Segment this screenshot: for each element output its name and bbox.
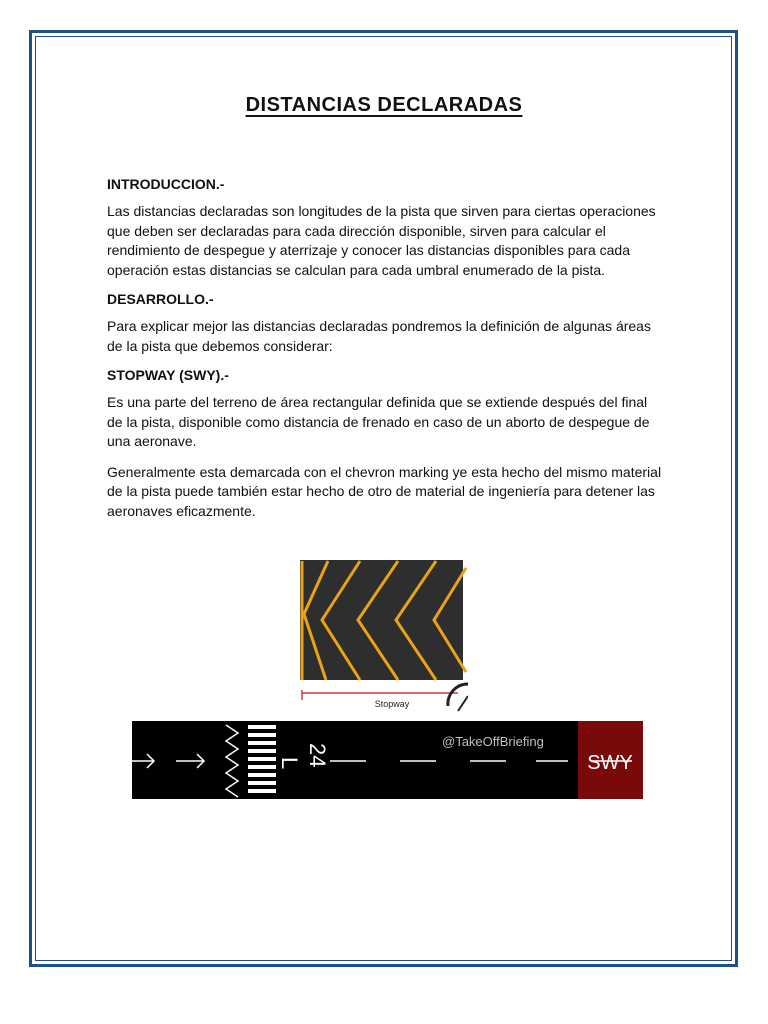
paragraph-stopway-definition: Es una parte del terreno de área rectangular definida que se extiende después del final de la pista, disponible como distancia de frenado en caso de un aborto de despegue de una aeronave.	[107, 394, 650, 449]
takeoffbriefing-watermark: @TakeOffBriefing	[442, 734, 544, 749]
swy-label: SWY	[587, 752, 633, 774]
runway-letter: L	[277, 757, 302, 770]
paragraph-introduccion: Las distancias declaradas son longitudes de la pista que sirven para ciertas operaciones que deben ser declaradas para cada dirección disponible, sirven para calcular el rendimiento de despegue y aterrizaje y conocer las distancias disponibles para cada operación estas distancias se calculan para cada umbral enumerado de la pista.	[107, 203, 656, 278]
chevron-marking-figure	[298, 556, 468, 712]
document-body	[107, 176, 663, 532]
runway-number: 24	[305, 743, 330, 768]
paragraph-desarrollo: Para explicar mejor las distancias declaradas pondremos la definición de algunas áreas de la pista que debemos considerar:	[107, 318, 651, 354]
stopway-caption: Stopway	[374, 699, 410, 709]
document-title: DISTANCIAS DECLARADAS	[245, 94, 523, 116]
heading-introduccion: INTRODUCCION.-	[107, 176, 225, 192]
heading-stopway: STOPWAY (SWY).-	[107, 367, 229, 383]
paragraph-stopway-marking: Generalmente esta demarcada con el chevron marking ye esta hecho del mismo material de la pista puede también estar hecho de otro de material de ingeniería para detener las aeronaves eficazmente.	[107, 463, 662, 519]
runway-stopway-figure	[132, 721, 643, 799]
chevron-marking-graphic	[298, 556, 468, 712]
heading-desarrollo: DESARROLLO.-	[107, 291, 214, 307]
runway-graphic	[132, 721, 643, 799]
